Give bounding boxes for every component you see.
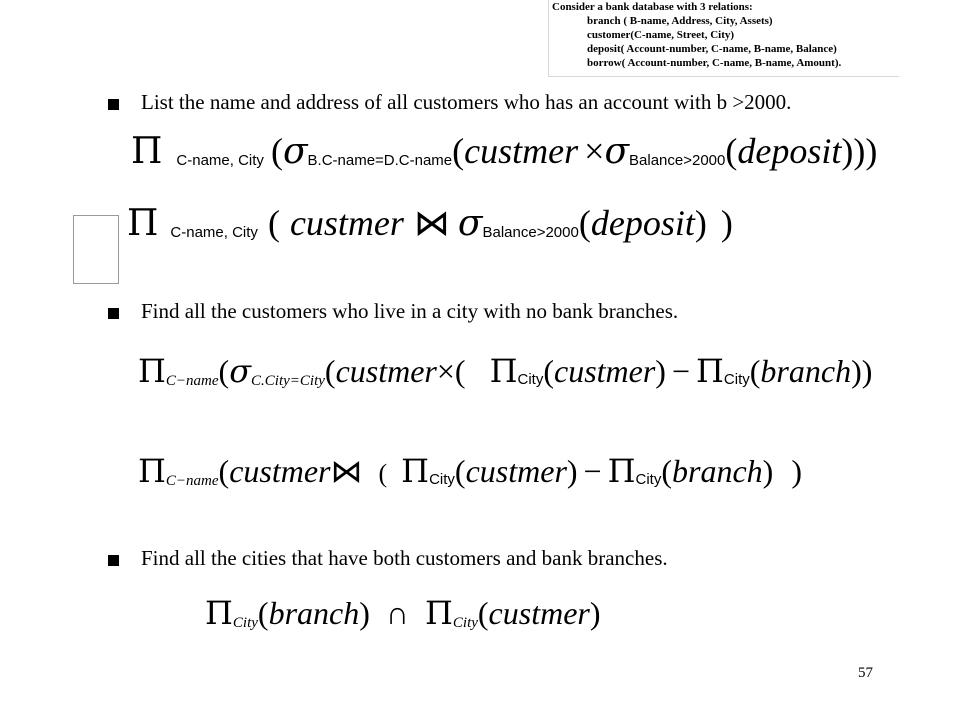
projection-subscript: City	[723, 370, 750, 388]
projection-subscript: City	[517, 370, 544, 388]
formula-1: Π C-name, City (σB.C-name=D.C-name(custmer ×σBalance>2000(deposit)))	[131, 131, 878, 172]
empty-placeholder-box	[73, 215, 119, 284]
schema-note	[548, 0, 899, 77]
formula-3: ΠC−name(σC.City=City(custmer×( ΠCity(custmer) − ΠCity(branch))	[138, 352, 873, 390]
projection-subscript: City	[452, 615, 478, 631]
cross-product-symbol: ×	[584, 131, 605, 171]
natural-join-symbol: ⋈	[413, 203, 450, 243]
question-1: List the name and address of all customers who has an account with b >2000.	[141, 90, 792, 114]
natural-join-symbol: ⋈	[330, 453, 363, 489]
projection-subscript: City	[429, 470, 455, 488]
selection-subscript: Balance>2000	[482, 223, 579, 241]
bullet-1	[108, 99, 119, 110]
selection-subscript: Balance>2000	[629, 151, 726, 169]
relation-branch: branch ( B-name, Address, City, Assets)	[587, 15, 773, 27]
formula-5: ΠCity(branch) ∩ ΠCity(custmer)	[205, 594, 601, 632]
formula-2: Π C-name, City ( custmer ⋈ σBalance>2000(deposit) )	[127, 203, 733, 244]
relation-deposit: deposit( Account-number, C-name, B-name, Balance)	[587, 43, 837, 55]
sigma-symbol: σ	[282, 131, 308, 172]
pi-symbol: Π	[205, 594, 233, 632]
projection-subscript: C-name, City	[170, 223, 258, 241]
selection-subscript: C.City=City	[251, 373, 325, 389]
relation-customer: customer(C-name, Street, City)	[587, 29, 735, 41]
projection-subscript: C−name	[165, 473, 219, 489]
selection-subscript: B.C-name=D.C-name	[307, 151, 453, 169]
pi-symbol: Π	[607, 452, 636, 490]
pi-symbol: Π	[131, 131, 163, 172]
projection-subscript: C−name	[165, 373, 219, 389]
pi-symbol: Π	[138, 452, 166, 490]
bullet-2	[108, 308, 119, 319]
formula-4: ΠC−name(custmer⋈ ( ΠCity(custmer) − ΠCity(branch) )	[138, 452, 802, 490]
sigma-symbol: σ	[604, 131, 630, 172]
pi-symbol: Π	[424, 594, 453, 632]
sigma-symbol: σ	[229, 352, 252, 390]
pi-symbol: Π	[696, 352, 724, 390]
question-3: Find all the cities that have both customers and bank branches.	[141, 546, 668, 570]
question-2: Find all the customers who live in a city with no bank branches.	[141, 299, 679, 323]
projection-subscript: City	[635, 470, 662, 488]
bullet-3	[108, 555, 119, 566]
page-number: 57	[858, 665, 873, 681]
pi-symbol: Π	[127, 203, 159, 244]
pi-symbol: Π	[138, 352, 166, 390]
pi-symbol: Π	[401, 452, 430, 490]
relation-borrow: borrow( Account-number, C-name, B-name, Amount).	[587, 57, 842, 69]
cross-product-symbol: ×	[436, 353, 455, 389]
sigma-symbol: σ	[457, 203, 483, 244]
pi-symbol: Π	[489, 352, 518, 390]
projection-subscript: C-name, City	[176, 151, 264, 169]
schema-header: Consider a bank database with 3 relations:	[552, 1, 753, 13]
projection-subscript: City	[232, 615, 258, 631]
intersection-symbol: ∩	[385, 595, 409, 631]
